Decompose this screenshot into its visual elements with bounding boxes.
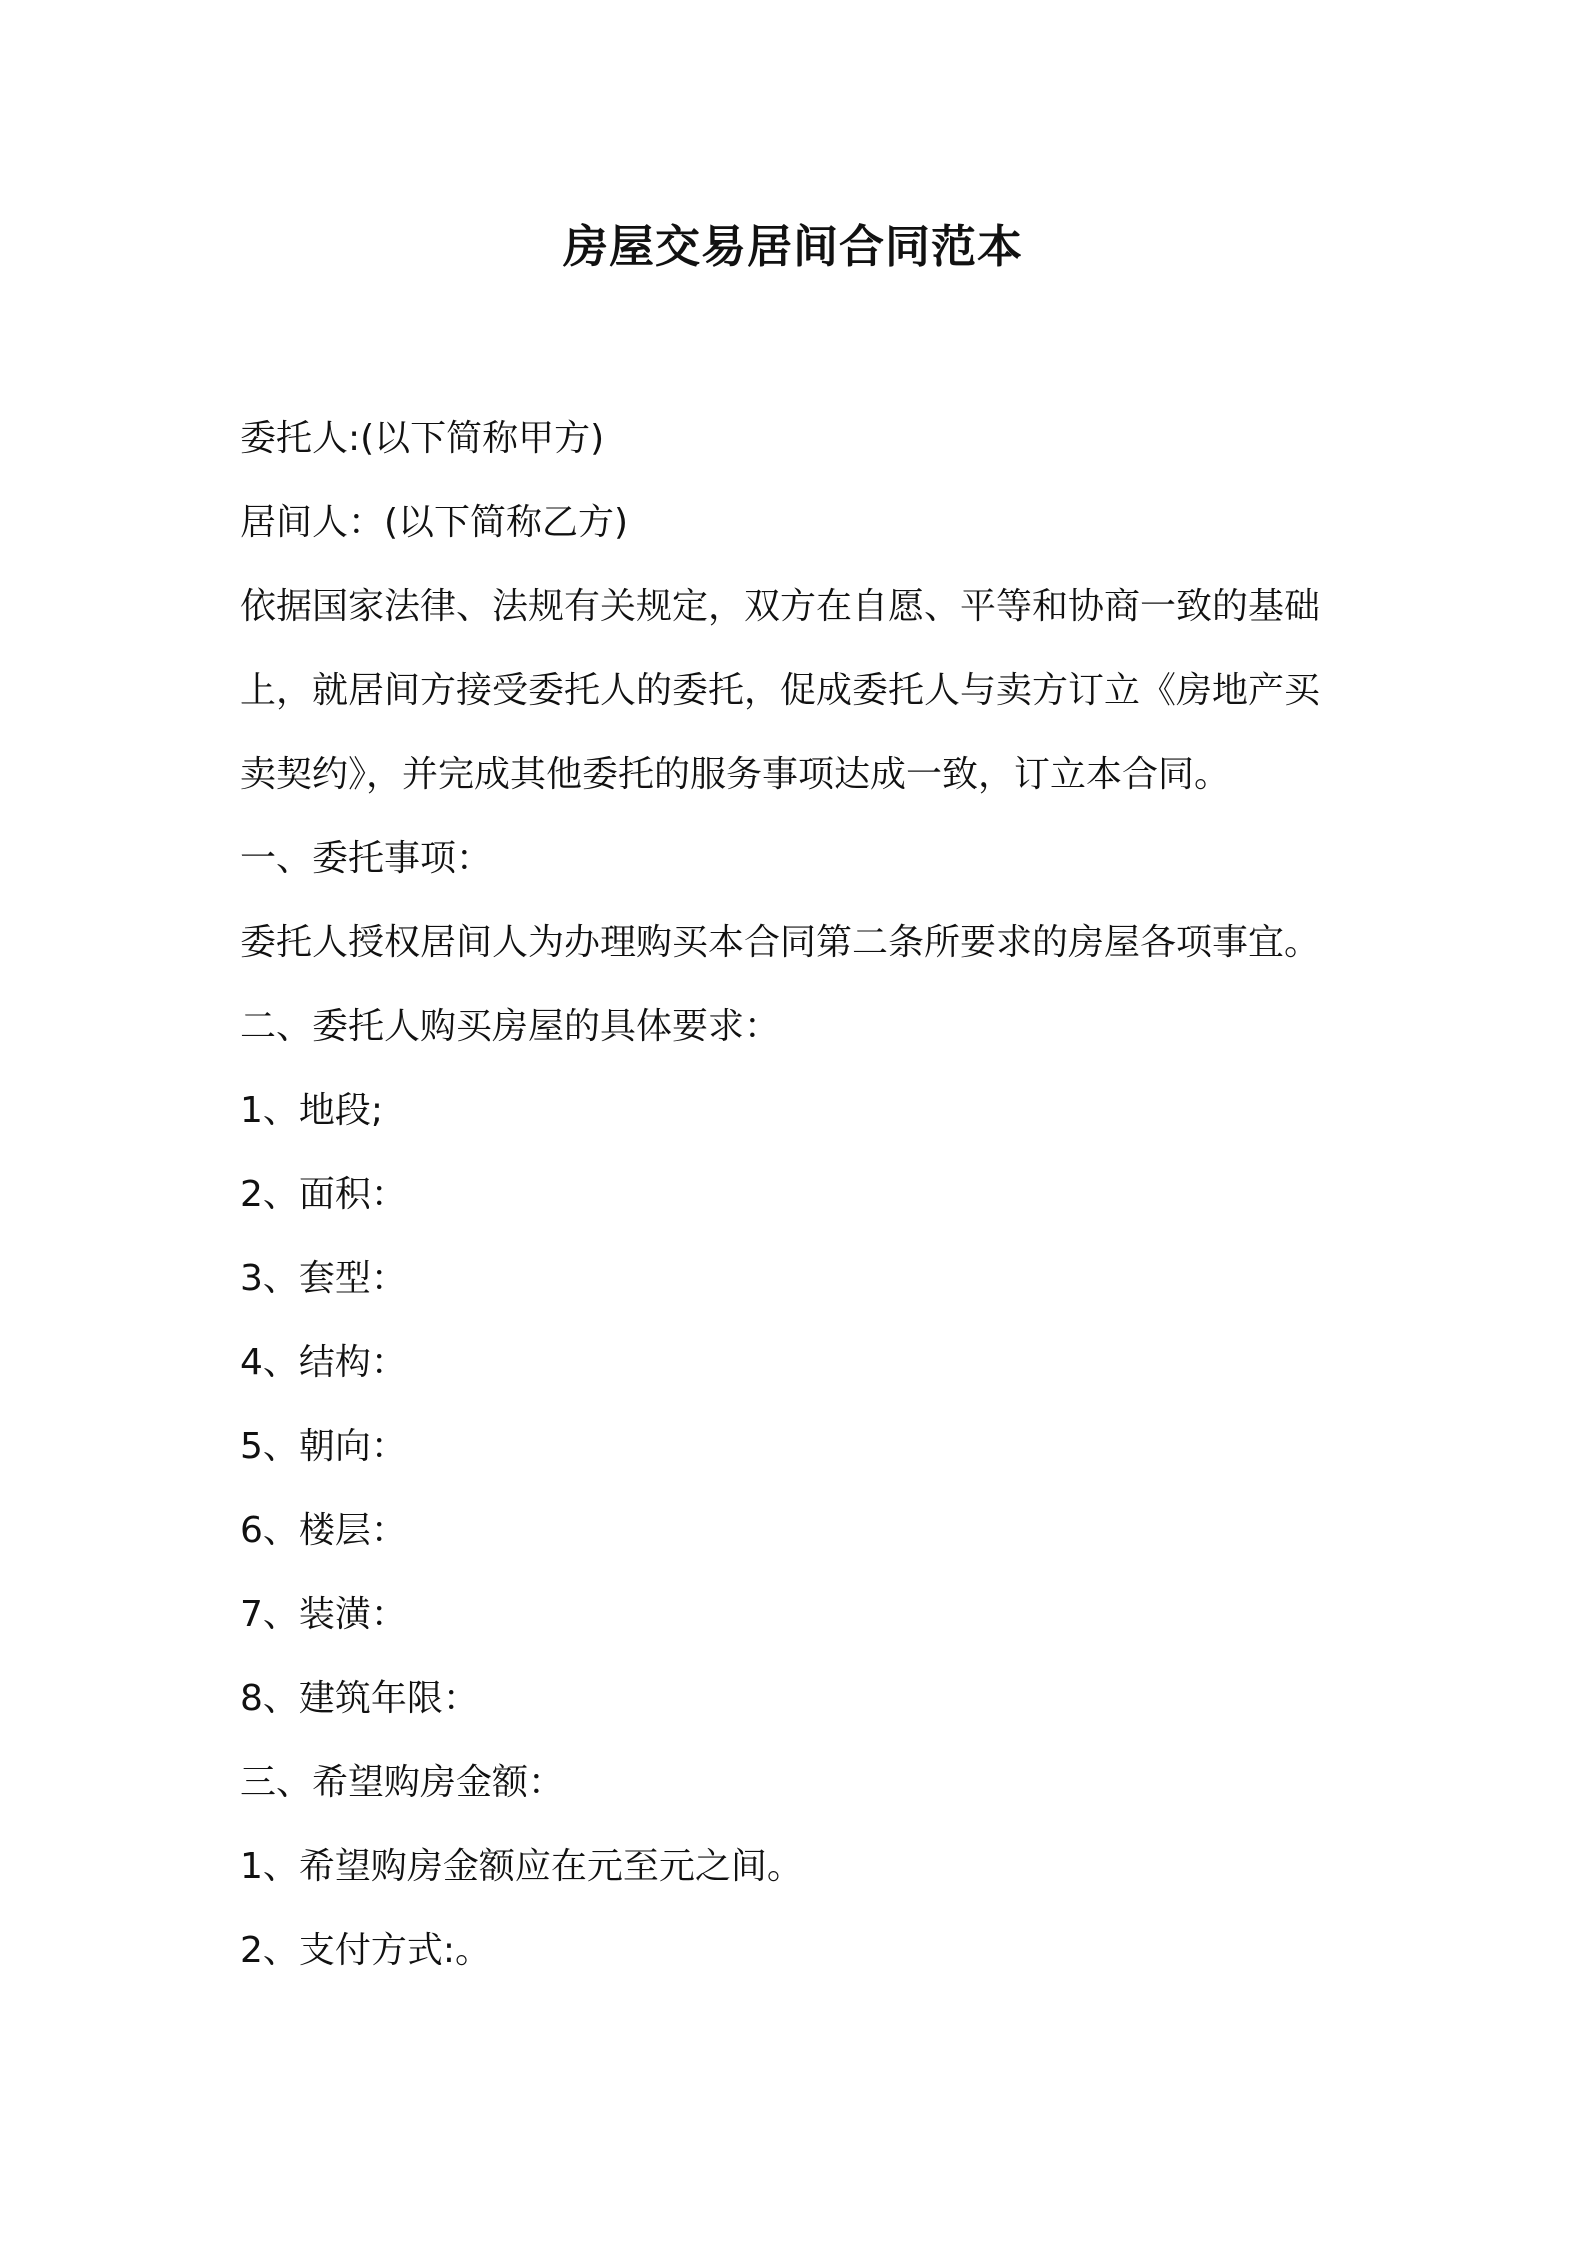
amount-item: 2、支付方式:。 (240, 1930, 492, 1971)
requirement-item: 6、楼层： (240, 1510, 407, 1551)
requirement-item: 8、建筑年限： (240, 1678, 479, 1719)
requirement-item: 7、装潢： (240, 1594, 407, 1635)
basis-line: 卖契约》，并完成其他委托的服务事项达成一致，订立本合同。 (240, 754, 1231, 795)
document-body (240, 397, 1360, 1993)
requirement-item: 4、结构： (240, 1342, 407, 1383)
requirement-item: 1、地段; (240, 1090, 384, 1131)
section-3-heading: 三、希望购房金额： (240, 1762, 565, 1803)
requirement-item: 5、朝向： (240, 1426, 407, 1467)
amount-item: 1、希望购房金额应在元至元之间。 (240, 1846, 803, 1887)
section-2-heading: 二、委托人购买房屋的具体要求： (240, 1006, 781, 1047)
basis-line: 依据国家法律、法规有关规定，双方在自愿、平等和协商一致的基础 (240, 586, 1321, 627)
basis-paragraph (240, 565, 1360, 817)
section-1-heading: 一、委托事项： (240, 838, 493, 879)
document-title: 房屋交易居间合同范本 (562, 220, 1023, 273)
requirement-item: 2、面积： (240, 1174, 407, 1215)
requirement-item: 3、套型： (240, 1258, 407, 1299)
client-line: 委托人:(以下简称甲方) (240, 418, 605, 459)
basis-line: 上，就居间方接受委托人的委托，促成委托人与卖方订立《房地产买 (240, 670, 1321, 711)
section-1-text: 委托人授权居间人为办理购买本合同第二条所要求的房屋各项事宜。 (240, 922, 1321, 963)
intermediary-line: 居间人：(以下简称乙方) (240, 502, 629, 543)
